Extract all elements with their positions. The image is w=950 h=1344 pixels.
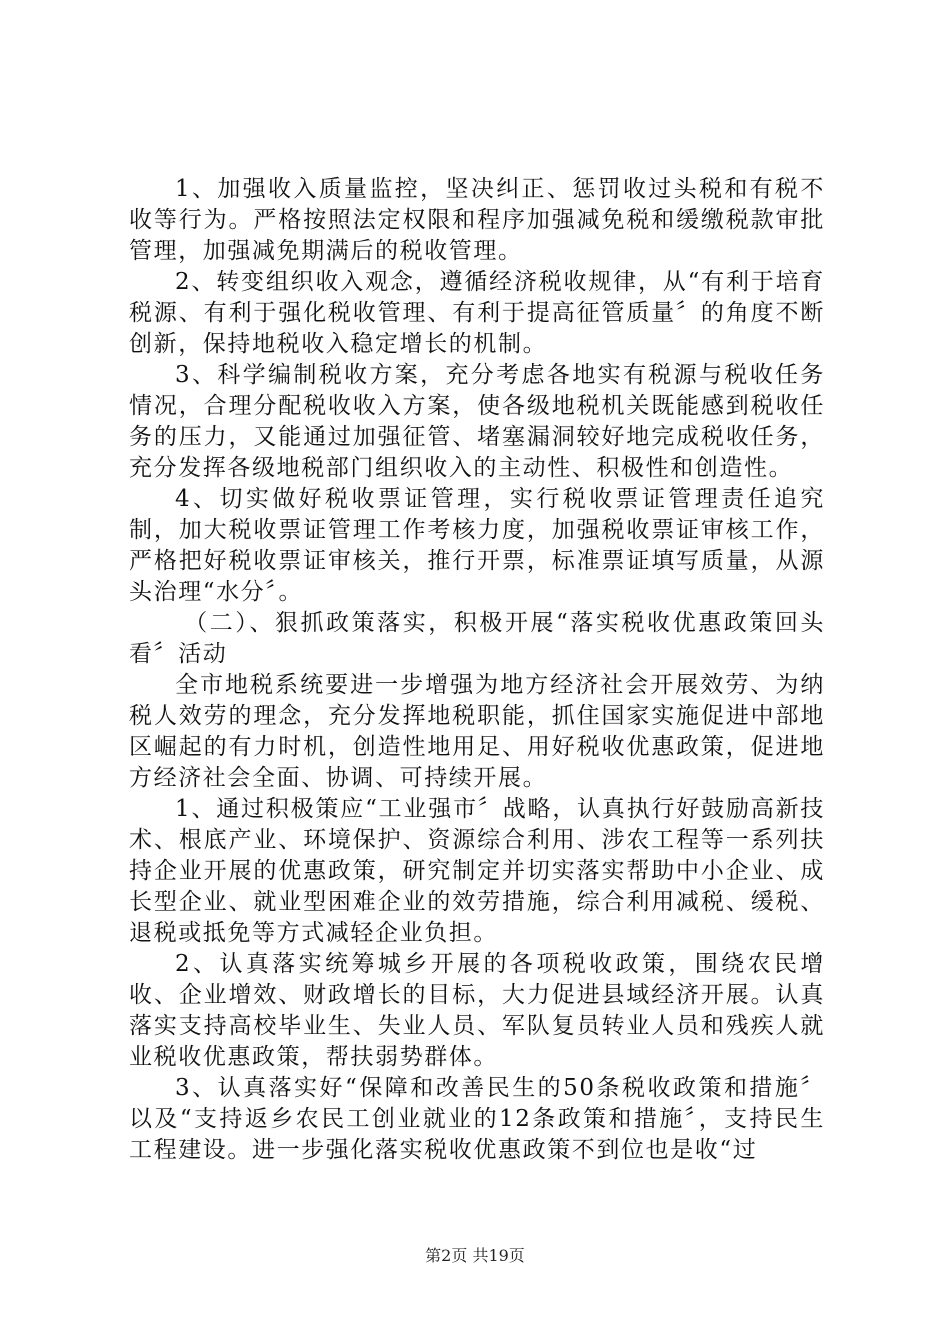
paragraph-item-2: 2、转变组织收入观念，遵循经济税收规律，从“有利于培育税源、有利于强化税收管理、有利于提高征管质量〞的角度不断创新，保持地税收入稳定增长的机制。 [129,269,825,357]
paragraph-item-1: 1、加强收入质量监控，坚决纠正、惩罚收过头税和有税不收等行为。严格按照法定权限和程序加强减免税和缓缴税款审批管理，加强减免期满后的税收管理。 [129,176,825,264]
paragraph-item-4: 4、切实做好税收票证管理，实行税收票证管理责任追究制，加大税收票证管理工作考核力度，加强税收票证审核工作，严格把好税收票证审核关，推行开票，标准票证填写质量，从源头治理“水分〞。 [129,486,825,605]
page-footer: 第2页 共19页 [425,1246,525,1265]
paragraph-item-6: 2、认真落实统筹城乡开展的各项税收政策，围绕农民增收、企业增效、财政增长的目标，大力促进县域经济开展。认真落实支持高校毕业生、失业人员、军队复员转业人员和残疾人就业税收优惠政策，帮扶弱势群体。 [129,951,825,1070]
paragraph-item-3: 3、科学编制税收方案，充分考虑各地实有税源与税收任务情况，合理分配税收收入方案，使各级地税机关既能感到税收任务的压力，又能通过加强征管、堵塞漏洞较好地完成税收任务，充分发挥各级地税部门组织收入的主动性、积极性和创造性。 [129,362,825,481]
paragraph-item-7: 3、认真落实好“保障和改善民生的50条税收政策和措施〞以及“支持返乡农民工创业就业的12条政策和措施〞，支持民生工程建设。进一步强化落实税收优惠政策不到位也是收“过 [129,1075,825,1163]
paragraph-item-5: 1、通过积极策应“工业强市〞战略，认真执行好鼓励高新技术、根底产业、环境保护、资源综合利用、涉农工程等一系列扶持企业开展的优惠政策，研究制定并切实落实帮助中小企业、成长型企业、就业型困难企业的效劳措施，综合利用减税、缓税、退税或抵免等方式减轻企业负担。 [129,796,825,946]
section-heading: （二）、狠抓政策落实，积极开展“落实税收优惠政策回头看〞活动 [129,610,825,667]
paragraph-intro: 全市地税系统要进一步增强为地方经济社会开展效劳、为纳税人效劳的理念，充分发挥地税职能，抓住国家实施促进中部地区崛起的有力时机，创造性地用足、用好税收优惠政策，促进地方经济社会全面、协调、可持续开展。 [129,672,825,791]
document-body [129,174,825,1166]
